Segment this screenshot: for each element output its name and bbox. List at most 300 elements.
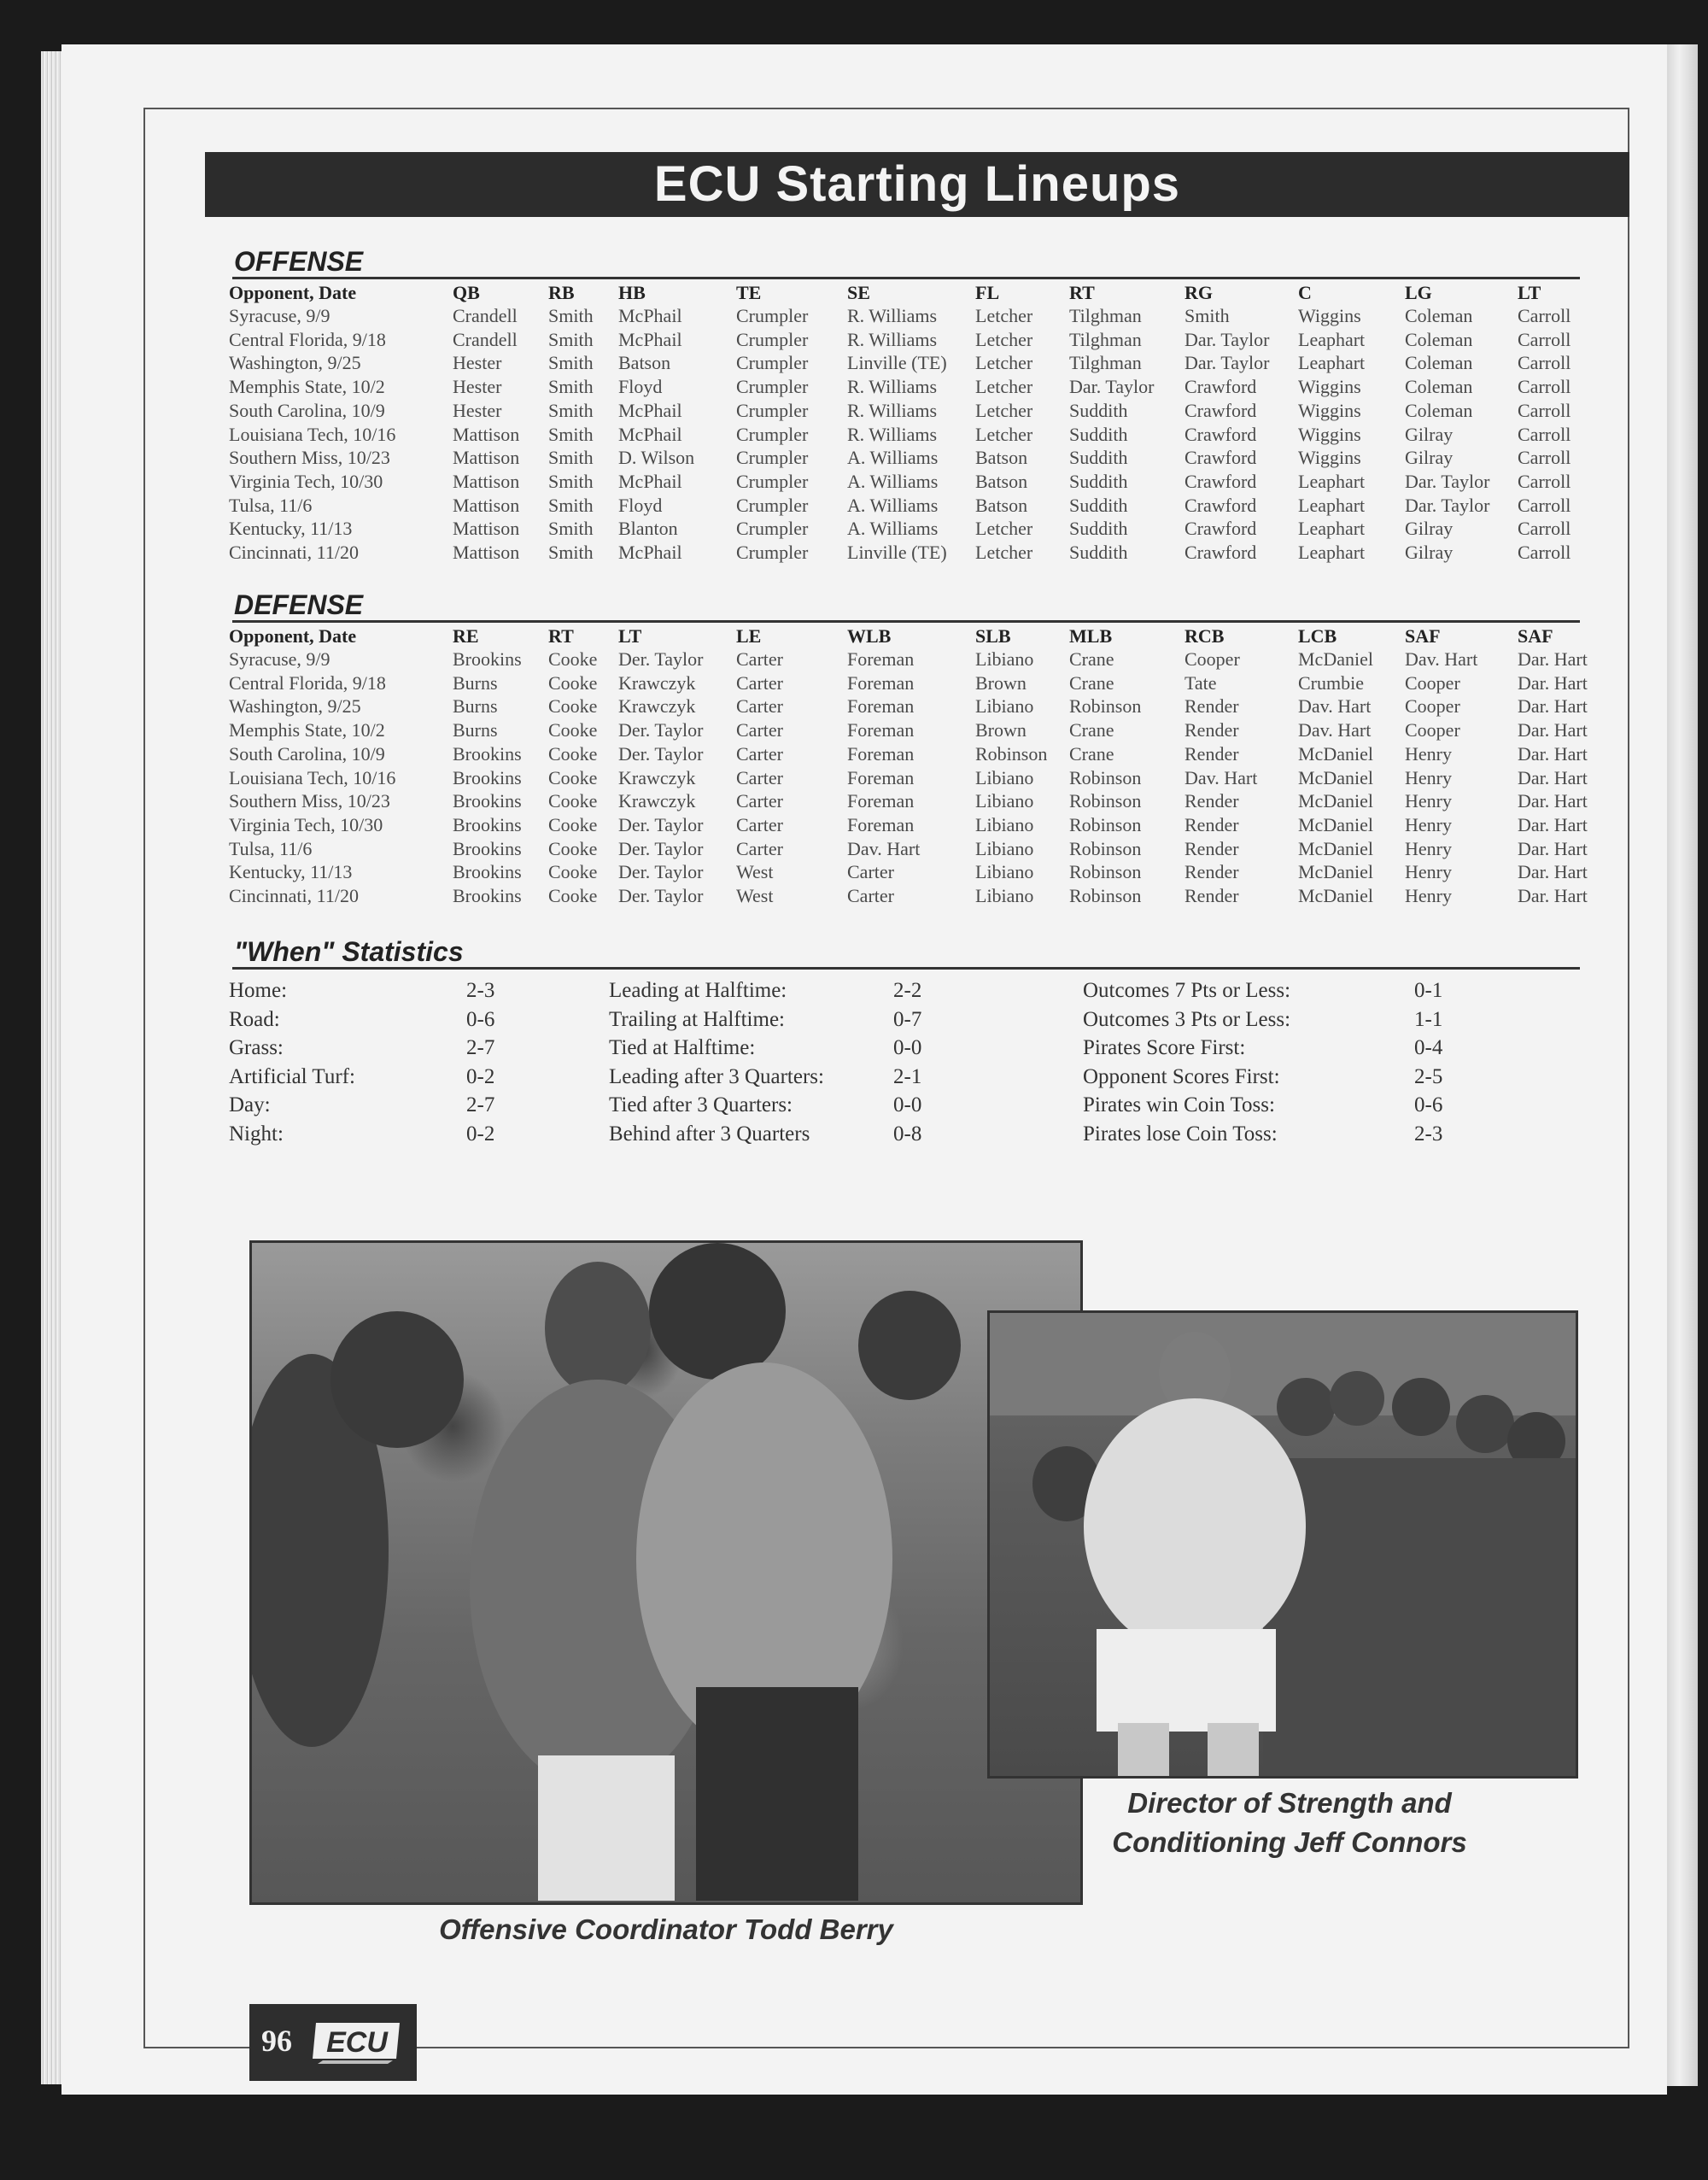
player-cell: Batson xyxy=(975,447,1028,469)
table-row xyxy=(229,694,1611,718)
player-cell: Brown xyxy=(975,719,1027,741)
player-cell: Burns xyxy=(453,695,498,718)
player-cell: Smith xyxy=(548,470,594,492)
player-cell: Cooke xyxy=(548,790,598,812)
player-cell: Robinson xyxy=(1069,813,1142,835)
opponent-date-cell: Virginia Tech, 10/30 xyxy=(229,813,383,835)
player-cell: Burns xyxy=(453,671,498,694)
opponent-date-cell: Tulsa, 11/6 xyxy=(229,494,313,516)
player-cell: R. Williams xyxy=(847,305,938,326)
player-cell: Krawczyk xyxy=(618,766,696,788)
player-cell: Crawford xyxy=(1184,423,1257,445)
player-cell: McDaniel xyxy=(1298,648,1373,670)
opponent-date-cell: Kentucky, 11/13 xyxy=(229,518,353,540)
player-cell: Brookins xyxy=(453,813,522,835)
player-cell: Render xyxy=(1184,837,1239,859)
player-cell: Gilray xyxy=(1405,518,1454,540)
stat-label: Pirates Score First: xyxy=(1083,1036,1246,1060)
player-cell: Brookins xyxy=(453,885,522,907)
player-cell: McDaniel xyxy=(1298,861,1373,883)
player-cell: Leaphart xyxy=(1298,542,1366,564)
player-cell: Carter xyxy=(736,790,783,812)
player-cell: Dar. Hart xyxy=(1518,648,1588,670)
stat-value: 2-5 xyxy=(1414,1064,1443,1088)
player-cell: Henry xyxy=(1405,837,1452,859)
player-cell: Cooke xyxy=(548,813,598,835)
stat-value: 0-2 xyxy=(466,1064,495,1088)
opponent-date-cell: Southern Miss, 10/23 xyxy=(229,790,390,812)
player-cell: Cooke xyxy=(548,861,598,883)
player-cell: Libiano xyxy=(975,861,1034,883)
player-cell: Cooke xyxy=(548,837,598,859)
player-cell: Render xyxy=(1184,813,1239,835)
player-cell: Crumpler xyxy=(736,470,809,492)
player-cell: Carroll xyxy=(1518,423,1571,445)
defense-col-mlb-7: MLB xyxy=(1069,625,1113,647)
player-cell: Cooper xyxy=(1405,671,1460,694)
opponent-date-cell: South Carolina, 10/9 xyxy=(229,742,385,765)
stat-value: 0-0 xyxy=(893,1036,922,1060)
player-cell: Brookins xyxy=(453,790,522,812)
table-row xyxy=(229,494,1611,518)
player-cell: Brookins xyxy=(453,861,522,883)
table-row xyxy=(229,766,1611,790)
player-cell: McPhail xyxy=(618,305,682,326)
stat-label: Leading after 3 Quarters: xyxy=(609,1064,824,1088)
player-cell: Foreman xyxy=(847,742,915,765)
player-cell: Gilray xyxy=(1405,542,1454,564)
player-cell: R. Williams xyxy=(847,399,938,421)
player-cell: Tilghman xyxy=(1069,328,1142,350)
player-cell: West xyxy=(736,885,774,907)
player-cell: Letcher xyxy=(975,352,1033,374)
player-cell: Dar. Hart xyxy=(1518,861,1588,883)
player-cell: McDaniel xyxy=(1298,766,1373,788)
defense-col-rcb-8: RCB xyxy=(1184,625,1225,647)
player-cell: Carter xyxy=(736,742,783,765)
caption-jeff-connors-line2: Conditioning Jeff Connors xyxy=(1112,1826,1467,1858)
defense-col-wlb-5: WLB xyxy=(847,625,892,647)
player-cell: Mattison xyxy=(453,542,520,564)
table-row xyxy=(229,375,1611,399)
defense-col-saf-11: SAF xyxy=(1518,625,1553,647)
player-cell: McPhail xyxy=(618,399,682,421)
defense-col-opponent-date-0: Opponent, Date xyxy=(229,625,357,647)
stat-value: 0-4 xyxy=(1414,1036,1443,1060)
player-cell: Smith xyxy=(548,399,594,421)
table-row xyxy=(229,860,1611,884)
player-cell: Tilghman xyxy=(1069,305,1142,326)
player-cell: Floyd xyxy=(618,494,663,516)
table-row xyxy=(229,351,1611,375)
defense-col-slb-6: SLB xyxy=(975,625,1011,647)
page-edge-right xyxy=(1667,44,1698,2086)
player-cell: Carter xyxy=(736,671,783,694)
player-cell: Carroll xyxy=(1518,305,1571,326)
opponent-date-cell: Central Florida, 9/18 xyxy=(229,328,386,350)
player-cell: Krawczyk xyxy=(618,695,696,718)
player-cell: Cooper xyxy=(1405,695,1460,718)
player-cell: Letcher xyxy=(975,399,1033,421)
when-stats xyxy=(229,979,1595,1150)
player-cell: Henry xyxy=(1405,885,1452,907)
stat-label: Day: xyxy=(229,1093,271,1117)
player-cell: Der. Taylor xyxy=(618,813,704,835)
opponent-date-cell: Central Florida, 9/18 xyxy=(229,671,386,694)
player-cell: Batson xyxy=(975,470,1028,492)
player-cell: Crumpler xyxy=(736,328,809,350)
player-cell: Carter xyxy=(847,861,894,883)
player-cell: Letcher xyxy=(975,518,1033,540)
player-cell: Krawczyk xyxy=(618,790,696,812)
stat-value: 0-7 xyxy=(893,1007,922,1031)
offense-col-lg-10: LG xyxy=(1405,282,1432,303)
player-cell: Foreman xyxy=(847,648,915,670)
player-cell: Carroll xyxy=(1518,470,1571,492)
opponent-date-cell: Syracuse, 9/9 xyxy=(229,648,330,670)
photo-jeff-connors-illustration xyxy=(990,1313,1576,1776)
table-row xyxy=(229,399,1611,423)
player-cell: Render xyxy=(1184,861,1239,883)
defense-col-rt-2: RT xyxy=(548,625,574,647)
player-cell: Letcher xyxy=(975,376,1033,398)
player-cell: Foreman xyxy=(847,719,915,741)
player-cell: Crumpler xyxy=(736,399,809,421)
player-cell: Henry xyxy=(1405,766,1452,788)
stat-label: Artificial Turf: xyxy=(229,1064,355,1088)
player-cell: Smith xyxy=(548,328,594,350)
stat-label: Tied at Halftime: xyxy=(609,1036,756,1060)
player-cell: Smith xyxy=(548,518,594,540)
player-cell: Foreman xyxy=(847,671,915,694)
player-cell: Robinson xyxy=(1069,861,1142,883)
player-cell: Letcher xyxy=(975,305,1033,326)
stat-label: Opponent Scores First: xyxy=(1083,1064,1280,1088)
stat-value: 1-1 xyxy=(1414,1007,1443,1031)
table-row xyxy=(229,541,1611,565)
ecu-logo-text: ECU xyxy=(326,2026,388,2059)
stat-value: 2-1 xyxy=(893,1064,922,1088)
player-cell: Carter xyxy=(847,885,894,907)
player-cell: Leaphart xyxy=(1298,352,1366,374)
player-cell: Cooke xyxy=(548,885,598,907)
opponent-date-cell: Memphis State, 10/2 xyxy=(229,719,385,741)
player-cell: Dar. Taylor xyxy=(1069,376,1155,398)
player-cell: Hester xyxy=(453,352,502,374)
player-cell: Foreman xyxy=(847,790,915,812)
offense-col-se-5: SE xyxy=(847,282,870,303)
player-cell: Robinson xyxy=(1069,837,1142,859)
player-cell: Dar. Taylor xyxy=(1184,352,1270,374)
opponent-date-cell: Louisiana Tech, 10/16 xyxy=(229,423,396,445)
player-cell: Suddith xyxy=(1069,542,1128,564)
player-cell: McDaniel xyxy=(1298,885,1373,907)
player-cell: Dar. Hart xyxy=(1518,837,1588,859)
player-cell: Crumpler xyxy=(736,447,809,469)
player-cell: Tilghman xyxy=(1069,352,1142,374)
opponent-date-cell: South Carolina, 10/9 xyxy=(229,399,385,421)
player-cell: Leaphart xyxy=(1298,328,1366,350)
page-number: 96 xyxy=(261,2024,292,2058)
table-row xyxy=(229,470,1611,494)
player-cell: Foreman xyxy=(847,695,915,718)
offense-col-qb-1: QB xyxy=(453,282,480,303)
player-cell: Smith xyxy=(548,376,594,398)
player-cell: Suddith xyxy=(1069,447,1128,469)
player-cell: Crumpler xyxy=(736,494,809,516)
photo-todd-berry-illustration xyxy=(252,1243,1080,1902)
stat-label: Leading at Halftime: xyxy=(609,979,787,1002)
player-cell: Batson xyxy=(975,494,1028,516)
player-cell: Cooke xyxy=(548,695,598,718)
player-cell: Smith xyxy=(548,542,594,564)
player-cell: Dar. Hart xyxy=(1518,671,1588,694)
player-cell: Cooke xyxy=(548,719,598,741)
player-cell: Hester xyxy=(453,376,502,398)
defense-body xyxy=(229,648,1611,908)
stat-value: 2-3 xyxy=(1414,1122,1443,1146)
stat-value: 0-6 xyxy=(1414,1093,1443,1117)
player-cell: Suddith xyxy=(1069,494,1128,516)
defense-col-saf-10: SAF xyxy=(1405,625,1441,647)
player-cell: Smith xyxy=(548,447,594,469)
player-cell: Smith xyxy=(548,305,594,326)
player-cell: McDaniel xyxy=(1298,813,1373,835)
player-cell: Coleman xyxy=(1405,305,1473,326)
player-cell: Carroll xyxy=(1518,352,1571,374)
player-cell: Coleman xyxy=(1405,376,1473,398)
player-cell: Libiano xyxy=(975,648,1034,670)
stat-value: 0-1 xyxy=(1414,979,1443,1002)
player-cell: Crane xyxy=(1069,719,1114,741)
player-cell: R. Williams xyxy=(847,376,938,398)
player-cell: Blanton xyxy=(618,518,678,540)
player-cell: Dar. Taylor xyxy=(1405,470,1490,492)
player-cell: Henry xyxy=(1405,742,1452,765)
opponent-date-cell: Cincinnati, 11/20 xyxy=(229,542,359,564)
offense-col-rt-7: RT xyxy=(1069,282,1095,303)
player-cell: Coleman xyxy=(1405,328,1473,350)
stat-value: 0-8 xyxy=(893,1122,922,1146)
offense-col-te-4: TE xyxy=(736,282,762,303)
player-cell: Suddith xyxy=(1069,470,1128,492)
player-cell: Libiano xyxy=(975,813,1034,835)
player-cell: Crumpler xyxy=(736,376,809,398)
stat-value: 2-2 xyxy=(893,979,922,1002)
player-cell: Robinson xyxy=(975,742,1048,765)
player-cell: Carter xyxy=(736,719,783,741)
player-cell: Crandell xyxy=(453,305,518,326)
player-cell: Dar. Taylor xyxy=(1184,328,1270,350)
player-cell: Carter xyxy=(736,648,783,670)
player-cell: Brookins xyxy=(453,837,522,859)
player-cell: Render xyxy=(1184,695,1239,718)
player-cell: Crane xyxy=(1069,742,1114,765)
offense-heading xyxy=(232,246,1580,279)
player-cell: Hester xyxy=(453,399,502,421)
player-cell: Dav. Hart xyxy=(1184,766,1258,788)
offense-col-c-9: C xyxy=(1298,282,1312,303)
player-cell: Linville (TE) xyxy=(847,352,947,374)
player-cell: Crawford xyxy=(1184,494,1257,516)
stat-value: 0-6 xyxy=(466,1007,495,1031)
player-cell: Libiano xyxy=(975,695,1034,718)
player-cell: Brookins xyxy=(453,766,522,788)
page-badge xyxy=(249,2004,417,2081)
player-cell: Robinson xyxy=(1069,766,1142,788)
opponent-date-cell: Syracuse, 9/9 xyxy=(229,305,330,326)
offense-table xyxy=(229,282,1611,565)
player-cell: Leaphart xyxy=(1298,518,1366,540)
when-stats-heading-text: "When" Statistics xyxy=(234,936,464,967)
player-cell: Suddith xyxy=(1069,399,1128,421)
stat-label: Behind after 3 Quarters xyxy=(609,1122,810,1146)
player-cell: Carroll xyxy=(1518,447,1571,469)
defense-col-lcb-9: LCB xyxy=(1298,625,1337,647)
player-cell: Suddith xyxy=(1069,518,1128,540)
stat-value: 0-0 xyxy=(893,1093,922,1117)
page-title: ECU Starting Lineups xyxy=(205,152,1629,217)
player-cell: Dar. Hart xyxy=(1518,719,1588,741)
player-cell: Render xyxy=(1184,742,1239,765)
ecu-logo xyxy=(311,2018,405,2066)
player-cell: Robinson xyxy=(1069,790,1142,812)
player-cell: Letcher xyxy=(975,542,1033,564)
player-cell: Libiano xyxy=(975,885,1034,907)
player-cell: Der. Taylor xyxy=(618,719,704,741)
photo-jeff-connors xyxy=(987,1310,1578,1779)
player-cell: Carter xyxy=(736,695,783,718)
player-cell: Libiano xyxy=(975,790,1034,812)
caption-todd-berry: Offensive Coordinator Todd Berry xyxy=(439,1913,893,1945)
stat-label: Night: xyxy=(229,1122,284,1146)
player-cell: Coleman xyxy=(1405,352,1473,374)
player-cell: Crawford xyxy=(1184,376,1257,398)
player-cell: McDaniel xyxy=(1298,742,1373,765)
opponent-date-cell: Tulsa, 11/6 xyxy=(229,837,313,859)
player-cell: Batson xyxy=(618,352,671,374)
player-cell: Wiggins xyxy=(1298,399,1361,421)
player-cell: Mattison xyxy=(453,494,520,516)
stat-label: Tied after 3 Quarters: xyxy=(609,1093,793,1117)
offense-heading-text: OFFENSE xyxy=(234,246,364,277)
player-cell: Dar. Hart xyxy=(1518,742,1588,765)
defense-heading-text: DEFENSE xyxy=(234,589,364,620)
table-row xyxy=(229,328,1611,352)
player-cell: Foreman xyxy=(847,766,915,788)
table-row xyxy=(229,648,1611,671)
stat-value: 2-7 xyxy=(466,1093,495,1117)
player-cell: Der. Taylor xyxy=(618,885,704,907)
player-cell: Crawford xyxy=(1184,470,1257,492)
opponent-date-cell: Louisiana Tech, 10/16 xyxy=(229,766,396,788)
player-cell: Letcher xyxy=(975,423,1033,445)
player-cell: Mattison xyxy=(453,518,520,540)
stat-label: Road: xyxy=(229,1007,280,1031)
player-cell: Leaphart xyxy=(1298,470,1366,492)
table-row xyxy=(229,884,1611,908)
player-cell: Dar. Taylor xyxy=(1405,494,1490,516)
player-cell: Robinson xyxy=(1069,885,1142,907)
defense-col-re-1: RE xyxy=(453,625,479,647)
player-cell: Der. Taylor xyxy=(618,861,704,883)
player-cell: Brookins xyxy=(453,648,522,670)
player-cell: Dar. Hart xyxy=(1518,766,1588,788)
player-cell: Crumpler xyxy=(736,542,809,564)
player-cell: D. Wilson xyxy=(618,447,695,469)
table-row xyxy=(229,789,1611,813)
offense-col-fl-6: FL xyxy=(975,282,1000,303)
player-cell: McDaniel xyxy=(1298,837,1373,859)
caption-jeff-connors xyxy=(1012,1784,1567,1862)
when-stats-heading xyxy=(232,936,1580,970)
offense-col-lt-11: LT xyxy=(1518,282,1541,303)
player-cell: Carroll xyxy=(1518,518,1571,540)
opponent-date-cell: Washington, 9/25 xyxy=(229,695,361,718)
offense-header-row xyxy=(229,282,1611,304)
player-cell: Render xyxy=(1184,719,1239,741)
player-cell: Crumpler xyxy=(736,305,809,326)
opponent-date-cell: Kentucky, 11/13 xyxy=(229,861,353,883)
player-cell: Crawford xyxy=(1184,542,1257,564)
table-row xyxy=(229,718,1611,742)
player-cell: A. Williams xyxy=(847,518,939,540)
player-cell: Crawford xyxy=(1184,518,1257,540)
player-cell: Dar. Hart xyxy=(1518,813,1588,835)
player-cell: Burns xyxy=(453,719,498,741)
player-cell: Mattison xyxy=(453,470,520,492)
defense-table xyxy=(229,625,1611,908)
player-cell: Crumpler xyxy=(736,423,809,445)
player-cell: Henry xyxy=(1405,813,1452,835)
player-cell: Brown xyxy=(975,671,1027,694)
player-cell: Der. Taylor xyxy=(618,837,704,859)
player-cell: Tate xyxy=(1184,671,1217,694)
player-cell: Smith xyxy=(548,494,594,516)
player-cell: Smith xyxy=(548,352,594,374)
player-cell: Der. Taylor xyxy=(618,742,704,765)
stat-value: 2-3 xyxy=(466,979,495,1002)
offense-col-rg-8: RG xyxy=(1184,282,1213,303)
player-cell: Cooke xyxy=(548,766,598,788)
table-row xyxy=(229,423,1611,447)
player-cell: Henry xyxy=(1405,790,1452,812)
player-cell: Brookins xyxy=(453,742,522,765)
player-cell: Foreman xyxy=(847,813,915,835)
player-cell: McDaniel xyxy=(1298,790,1373,812)
table-row xyxy=(229,813,1611,837)
player-cell: Wiggins xyxy=(1298,305,1361,326)
player-cell: Crane xyxy=(1069,648,1114,670)
stat-label: Pirates win Coin Toss: xyxy=(1083,1093,1275,1117)
player-cell: Dar. Hart xyxy=(1518,885,1588,907)
player-cell: Carroll xyxy=(1518,542,1571,564)
player-cell: Crumpler xyxy=(736,352,809,374)
stat-value: 2-7 xyxy=(466,1036,495,1060)
player-cell: Crumbie xyxy=(1298,671,1364,694)
player-cell: Carter xyxy=(736,837,783,859)
player-cell: Cooke xyxy=(548,671,598,694)
photo-todd-berry xyxy=(249,1240,1083,1905)
player-cell: Dav. Hart xyxy=(847,837,921,859)
player-cell: Wiggins xyxy=(1298,447,1361,469)
player-cell: Smith xyxy=(1184,305,1230,326)
player-cell: A. Williams xyxy=(847,494,939,516)
player-cell: Dav. Hart xyxy=(1298,719,1372,741)
defense-col-le-4: LE xyxy=(736,625,762,647)
opponent-date-cell: Virginia Tech, 10/30 xyxy=(229,470,383,492)
player-cell: Mattison xyxy=(453,447,520,469)
